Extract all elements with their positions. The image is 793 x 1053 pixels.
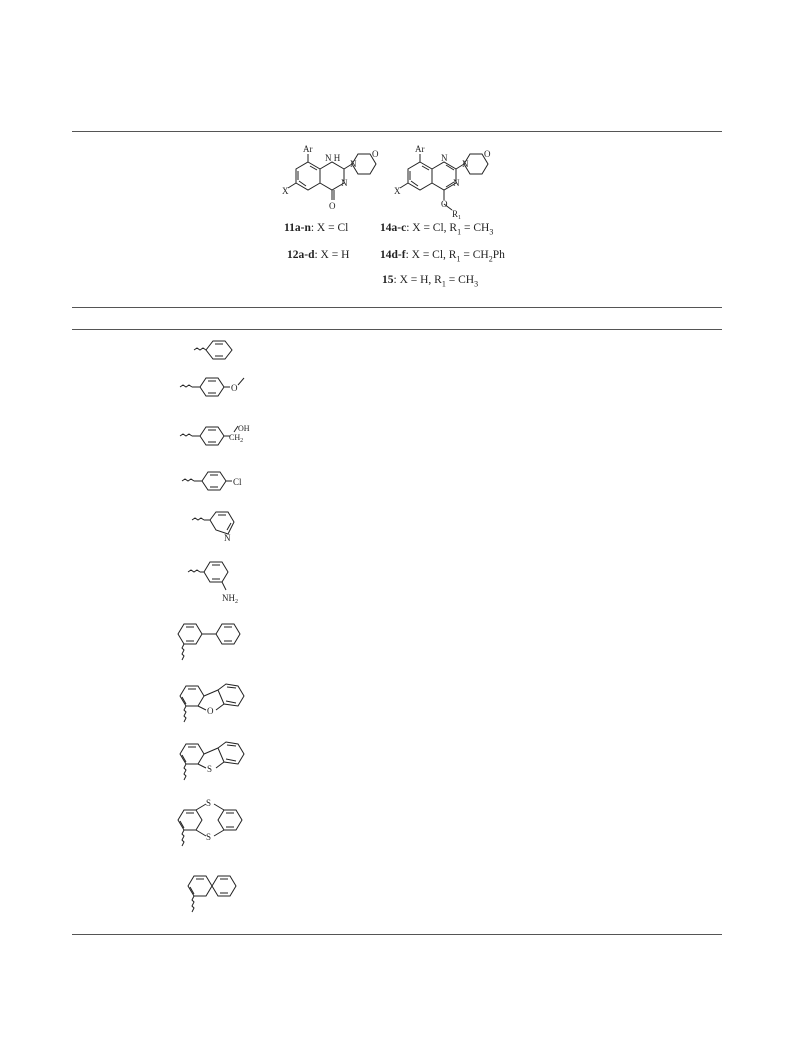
svg-text:N: N [350, 159, 357, 169]
ar-biphenyl-structure [172, 618, 256, 662]
label-14d-f: 14d-f: X = Cl, $R_1 = CH_2Ph$ [380, 249, 505, 264]
ar-aminophenyl-structure [186, 558, 256, 608]
svg-text:NH2: $NH_2$ [222, 593, 238, 605]
table-top-rule [72, 131, 722, 132]
svg-text:N: N [462, 159, 469, 169]
ar-methoxyphenyl-structure [178, 372, 258, 402]
ar-dibenzofuran-structure [172, 678, 256, 726]
ar-chlorophenyl-structure [180, 468, 260, 496]
svg-text:S: S [207, 764, 213, 774]
r1-label: $R_1$ [452, 209, 462, 221]
svg-text:S: S [206, 798, 212, 808]
svg-text:O: O [441, 199, 448, 209]
label-12: 12a-d: X = H [287, 249, 350, 261]
quinazolinone-structure [280, 142, 380, 222]
nh-label: N H [325, 153, 341, 163]
ar-dibenzothiophene-structure [172, 736, 256, 784]
svg-text:X: X [394, 186, 401, 196]
label-15: 15: X = H, $R_1 = CH_3$ [382, 274, 479, 289]
svg-text:N: N [441, 153, 448, 163]
svg-text:Cl: Cl [233, 477, 242, 487]
svg-text:S: S [206, 832, 212, 842]
svg-text:CH2: $CH_2$ [229, 433, 244, 444]
column-header-rule [72, 329, 722, 330]
svg-text:OH: OH [238, 424, 250, 433]
header-bottom-rule [72, 307, 722, 308]
ar-thianthrene-structure [172, 796, 262, 854]
svg-text:O: O [231, 383, 238, 393]
svg-text:O: O [372, 149, 379, 159]
ar-hydroxymethylphenyl-structure [178, 422, 258, 454]
ar-pyridyl-structure [190, 508, 250, 544]
svg-text:N: N [224, 533, 231, 543]
svg-text:O: O [207, 706, 214, 716]
table-bottom-rule [72, 934, 722, 935]
svg-text:N: N [453, 178, 460, 188]
ar-label: Ar [303, 144, 313, 154]
label-14a-c: 14a-c: X = Cl, $R_1 = CH_3$ [380, 222, 494, 237]
alkoxyquinazoline-structure [392, 142, 502, 222]
x-label: X [282, 186, 289, 196]
ar-phenyl-structure [190, 336, 250, 364]
svg-text:O: O [484, 149, 491, 159]
label-11: 11a-n: X = Cl [284, 222, 349, 234]
svg-text:Ar: Ar [415, 144, 425, 154]
svg-text:N: N [341, 178, 348, 188]
svg-text:O: O [329, 201, 336, 211]
ar-naphthyl-structure [180, 866, 250, 920]
